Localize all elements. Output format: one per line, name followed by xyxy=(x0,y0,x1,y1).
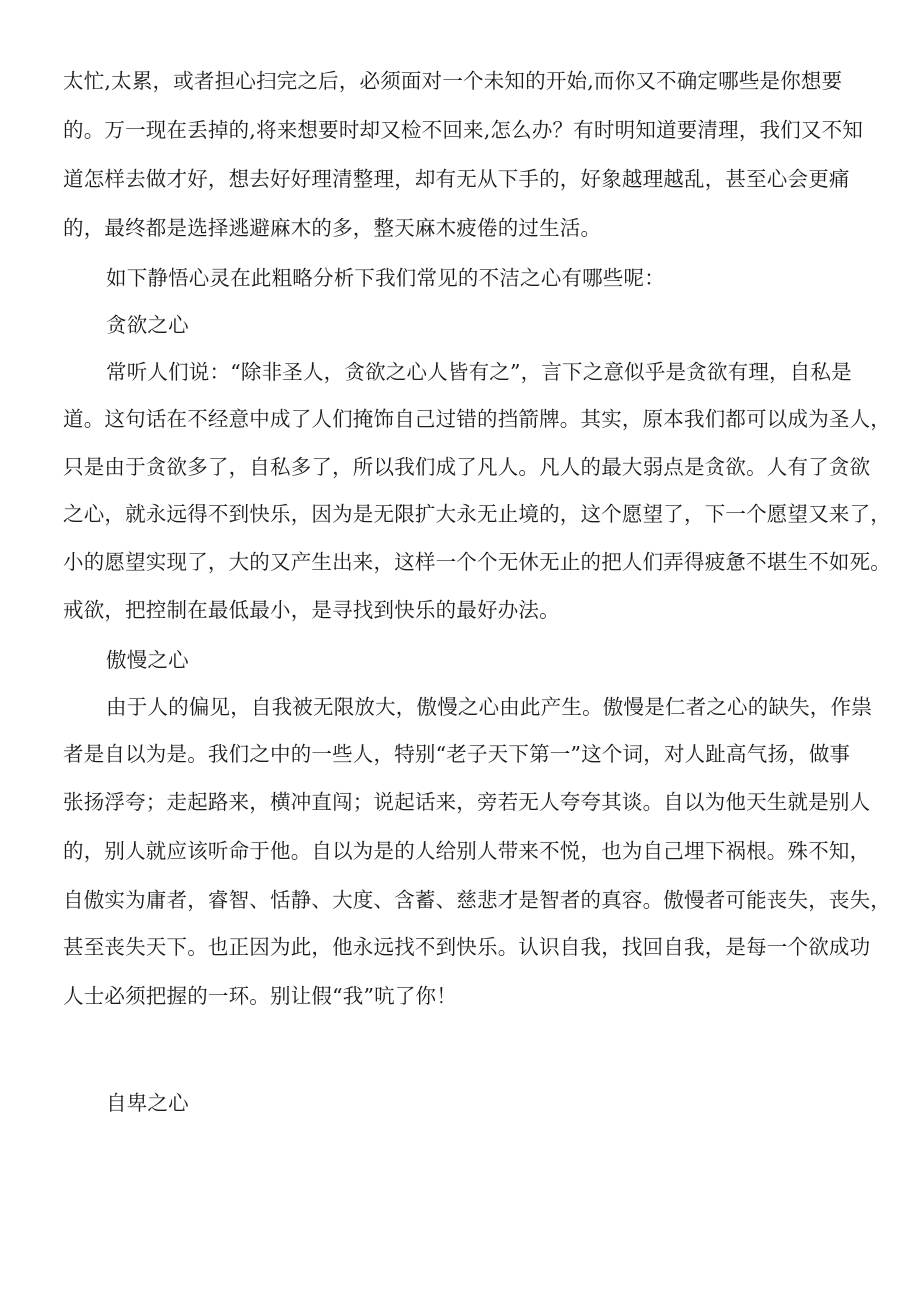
section-heading-arrogance: 傲慢之心 xyxy=(106,648,189,672)
paragraph-line: 张扬浮夸；走起路来，横冲直闯；说起话来，旁若无人夸夸其谈。自以为他天生就是别人 xyxy=(63,790,871,814)
paragraph-line: 自傲实为庸者，睿智、恬静、大度、含蓄、慈悲才是智者的真容。傲慢者可能丧失，丧失， xyxy=(63,888,891,912)
paragraph-line: 只是由于贪欲多了，自私多了，所以我们成了凡人。凡人的最大弱点是贪欲。人有了贪欲 xyxy=(63,455,871,479)
paragraph-line: 小的愿望实现了，大的又产生出来，这样一个个无休无止的把人们弄得疲惫不堪生不如死。 xyxy=(63,550,891,574)
paragraph-line: 甚至丧失天下。也正因为此，他永远找不到快乐。认识自我，找回自我，是每一个欲成功 xyxy=(63,935,871,959)
section-heading-greed: 贪欲之心 xyxy=(106,313,189,337)
paragraph-line: 的，别人就应该听命于他。自以为是的人给别人带来不悦，也为自己埋下祸根。殊不知， xyxy=(63,839,871,863)
paragraph-line: 常听人们说：“除非圣人，贪欲之心人皆有之”，言下之意似乎是贪欲有理，自私是 xyxy=(106,360,852,384)
section-heading-inferiority: 自卑之心 xyxy=(106,1091,189,1115)
paragraph-line: 道。这句话在不经意中成了人们掩饰自己过错的挡箭牌。其实，原本我们都可以成为圣人， xyxy=(63,407,891,431)
paragraph-line: 由于人的偏见，自我被无限放大，傲慢之心由此产生。傲慢是仁者之心的缺失，作祟 xyxy=(106,695,872,719)
paragraph-line: 之心，就永远得不到快乐，因为是无限扩大永无止境的，这个愿望了，下一个愿望又来了， xyxy=(63,502,891,526)
paragraph-line: 戒欲，把控制在最低最小，是寻找到快乐的最好办法。 xyxy=(63,598,560,622)
paragraph-line: 太忙,太累，或者担心扫完之后，必须面对一个未知的开始,而你又不确定哪些是你想要 xyxy=(63,69,843,93)
paragraph-line: 的，最终都是选择逃避麻木的多，整天麻木疲倦的过生活。 xyxy=(63,216,602,240)
paragraph-line: 如下静悟心灵在此粗略分析下我们常见的不洁之心有哪些呢： xyxy=(106,266,665,290)
paragraph-line: 人士必须把握的一环。别让假“我”吭了你！ xyxy=(63,984,457,1008)
paragraph-line: 的。万一现在丢掉的,将来想要时却又检不回来,怎么办？有时明知道要清理，我们又不知 xyxy=(63,118,864,142)
paragraph-line: 道怎样去做才好，想去好好理清整理，却有无从下手的，好象越理越乱，甚至心会更痛 xyxy=(63,167,850,191)
paragraph-line: 者是自以为是。我们之中的一些人，特别“老子天下第一”这个词，对人趾高气扬，做事 xyxy=(63,742,851,766)
